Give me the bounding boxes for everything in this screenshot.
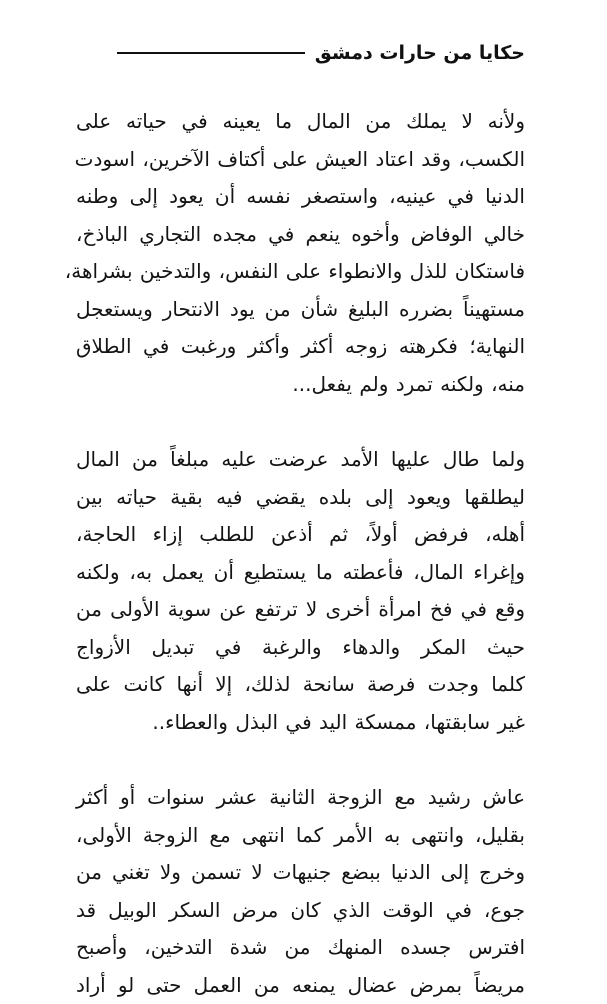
text-line: وقع في فخ امرأة أخرى لا ترتفع عن سوية الأولى من [76, 591, 525, 629]
text-line: فاستكان للذل والانطواء على النفس، والتدخين بشراهة، [76, 253, 525, 291]
text-line: منه، ولكنه تمرد ولم يفعل... [76, 366, 525, 404]
header-rule [117, 52, 305, 54]
text-line: جوع، في الوقت الذي كان مرض السكر الوبيل قد [76, 892, 525, 930]
running-header [78, 36, 525, 70]
text-line: مستهيناً بضرره البليغ شأن من يود الانتحار ويستعجل [76, 291, 525, 329]
text-line: حيث المكر والدهاء والرغبة في تبديل الأزواج [76, 629, 525, 667]
text-line: مريضاً بمرض عضال يمنعه من العمل حتى لو أراد [76, 967, 525, 1004]
text-line: النهاية؛ فكرهته زوجه أكثر وأكثر ورغبت في الطلاق [76, 328, 525, 366]
text-line: ولأنه لا يملك من المال ما يعينه في حياته على [76, 103, 525, 141]
text-line: بقليل، وانتهى به الأمر كما انتهى مع الزوجة الأولى، [76, 817, 525, 855]
text-line: افترس جسده المنهك من شدة التدخين، وأصبح [76, 929, 525, 967]
text-line: وإغراء المال، فأعطته ما يستطيع أن يعمل به، ولكنه [76, 554, 525, 592]
text-line: ليطلقها ويعود إلى بلده يقضي فيه بقية حياته بين [76, 479, 525, 517]
body-text [76, 103, 525, 1004]
running-title: حكايا من حارات دمشق [315, 42, 525, 64]
text-line: كلما وجدت فرصة سانحة لذلك، إلا أنها كانت على [76, 666, 525, 704]
paragraph-1 [76, 103, 525, 403]
text-line: أهله، فرفض أولاً، ثم أذعن للطلب إزاء الحاجة، [76, 516, 525, 554]
text-line: الكسب، وقد اعتاد العيش على أكتاف الآخرين، اسودت [76, 141, 525, 179]
paragraph-2 [76, 441, 525, 741]
text-line: غير سابقتها، ممسكة اليد في البذل والعطاء.. [76, 704, 525, 742]
text-line: الدنيا في عينيه، واستصغر نفسه أن يعود إلى وطنه [76, 178, 525, 216]
text-line: ولما طال عليها الأمد عرضت عليه مبلغاً من المال [76, 441, 525, 479]
paragraph-3 [76, 779, 525, 1004]
text-line: خالي الوفاض وأخوه ينعم في مجده التجاري الباذخ، [76, 216, 525, 254]
text-line: عاش رشيد مع الزوجة الثانية عشر سنوات أو أكثر [76, 779, 525, 817]
text-line: وخرج إلى الدنيا ببضع جنيهات لا تسمن ولا تغني من [76, 854, 525, 892]
